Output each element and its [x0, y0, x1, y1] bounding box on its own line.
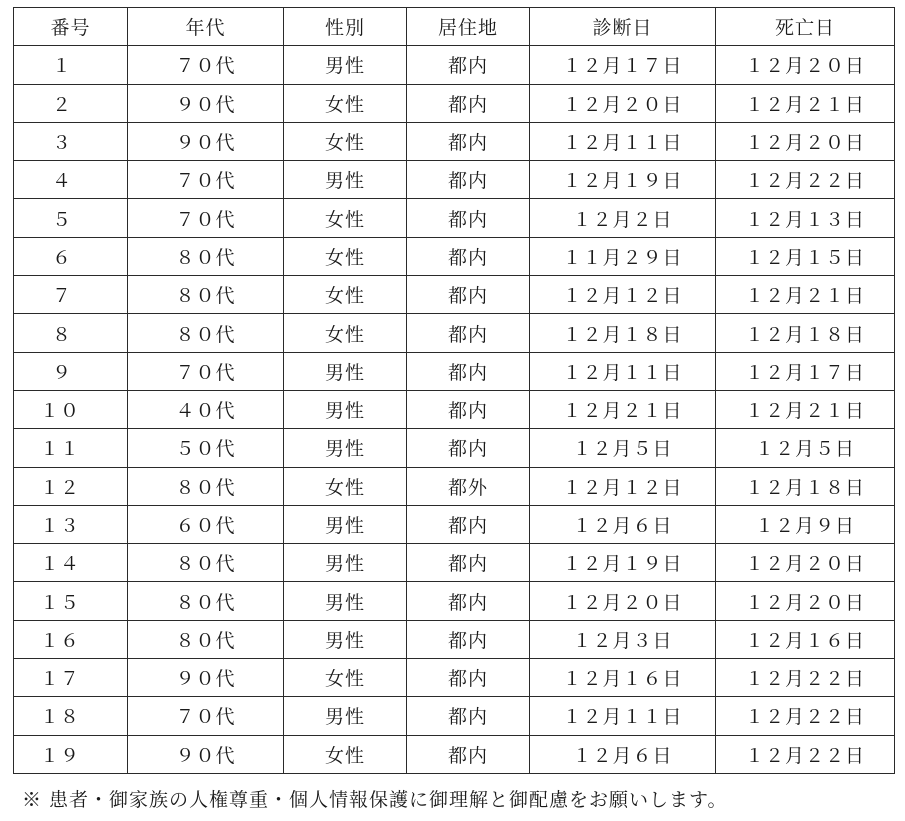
- cell-diagnosis-date: １２月１１日: [530, 352, 716, 390]
- cell-age-group: ８０代: [128, 276, 284, 314]
- cell-death-date: １２月５日: [716, 429, 895, 467]
- cell-death-date: １２月２０日: [716, 122, 895, 160]
- cell-diagnosis-date: １１月２９日: [530, 237, 716, 275]
- cell-sex: 男性: [284, 429, 407, 467]
- cell-number: ３: [14, 122, 128, 160]
- cell-number: １８: [14, 697, 128, 735]
- table-row: [14, 467, 895, 505]
- table-body: [14, 46, 895, 774]
- table-row: [14, 84, 895, 122]
- cell-sex: 女性: [284, 467, 407, 505]
- header-row: [14, 8, 895, 46]
- cell-death-date: １２月２１日: [716, 276, 895, 314]
- cell-diagnosis-date: １２月５日: [530, 429, 716, 467]
- cell-death-date: １２月１３日: [716, 199, 895, 237]
- cell-diagnosis-date: １２月１９日: [530, 544, 716, 582]
- cell-age-group: ９０代: [128, 84, 284, 122]
- cell-death-date: １２月２２日: [716, 659, 895, 697]
- cell-residence: 都内: [407, 735, 530, 773]
- cell-residence: 都内: [407, 276, 530, 314]
- cell-sex: 男性: [284, 390, 407, 428]
- cell-residence: 都内: [407, 199, 530, 237]
- cell-sex: 女性: [284, 735, 407, 773]
- cell-death-date: １２月２２日: [716, 161, 895, 199]
- cell-sex: 女性: [284, 84, 407, 122]
- cell-age-group: ５０代: [128, 429, 284, 467]
- cell-death-date: １２月１６日: [716, 620, 895, 658]
- cell-residence: 都内: [407, 352, 530, 390]
- cell-diagnosis-date: １２月１２日: [530, 276, 716, 314]
- cell-residence: 都内: [407, 505, 530, 543]
- cell-death-date: １２月１７日: [716, 352, 895, 390]
- cell-sex: 男性: [284, 544, 407, 582]
- cell-age-group: ９０代: [128, 659, 284, 697]
- footnote: ※ 患者・御家族の人権尊重・個人情報保護に御理解と御配慮をお願いします。: [22, 789, 728, 811]
- cell-sex: 女性: [284, 659, 407, 697]
- cell-number: １７: [14, 659, 128, 697]
- cell-number: ２: [14, 84, 128, 122]
- cell-age-group: ７０代: [128, 46, 284, 84]
- cell-death-date: １２月２０日: [716, 582, 895, 620]
- cell-death-date: １２月２２日: [716, 735, 895, 773]
- table-row: [14, 505, 895, 543]
- cell-number: １０: [14, 390, 128, 428]
- table-row: [14, 735, 895, 773]
- cell-death-date: １２月１８日: [716, 467, 895, 505]
- cell-age-group: ８０代: [128, 620, 284, 658]
- cell-diagnosis-date: １２月６日: [530, 505, 716, 543]
- cell-residence: 都外: [407, 467, 530, 505]
- cell-age-group: ７０代: [128, 199, 284, 237]
- cell-sex: 女性: [284, 122, 407, 160]
- cell-residence: 都内: [407, 84, 530, 122]
- cell-diagnosis-date: １２月２０日: [530, 84, 716, 122]
- table-row: [14, 429, 895, 467]
- cell-number: １６: [14, 620, 128, 658]
- cell-age-group: ７０代: [128, 161, 284, 199]
- cell-death-date: １２月２０日: [716, 46, 895, 84]
- cell-number: １９: [14, 735, 128, 773]
- cell-death-date: １２月２１日: [716, 84, 895, 122]
- cell-diagnosis-date: １２月１１日: [530, 697, 716, 735]
- cell-sex: 男性: [284, 697, 407, 735]
- cell-number: １２: [14, 467, 128, 505]
- table-row: [14, 46, 895, 84]
- cell-number: ８: [14, 314, 128, 352]
- cell-diagnosis-date: １２月１８日: [530, 314, 716, 352]
- cell-age-group: ４０代: [128, 390, 284, 428]
- cell-residence: 都内: [407, 161, 530, 199]
- table-row: [14, 314, 895, 352]
- table-header: [14, 8, 895, 46]
- cell-residence: 都内: [407, 237, 530, 275]
- table-row: [14, 659, 895, 697]
- cell-age-group: ８０代: [128, 237, 284, 275]
- table-row: [14, 544, 895, 582]
- cell-diagnosis-date: １２月１２日: [530, 467, 716, 505]
- cell-number: １１: [14, 429, 128, 467]
- cell-number: ７: [14, 276, 128, 314]
- table-row: [14, 620, 895, 658]
- table-row: [14, 199, 895, 237]
- cell-residence: 都内: [407, 620, 530, 658]
- cell-residence: 都内: [407, 659, 530, 697]
- cell-death-date: １２月２１日: [716, 390, 895, 428]
- cell-diagnosis-date: １２月１７日: [530, 46, 716, 84]
- cell-sex: 女性: [284, 314, 407, 352]
- cell-residence: 都内: [407, 582, 530, 620]
- cell-diagnosis-date: １２月１６日: [530, 659, 716, 697]
- cell-number: １５: [14, 582, 128, 620]
- table-row: [14, 237, 895, 275]
- cell-diagnosis-date: １２月１９日: [530, 161, 716, 199]
- cell-diagnosis-date: １２月２日: [530, 199, 716, 237]
- cell-diagnosis-date: １２月６日: [530, 735, 716, 773]
- cell-residence: 都内: [407, 390, 530, 428]
- cases-table: [13, 7, 895, 774]
- table-row: [14, 352, 895, 390]
- cell-sex: 女性: [284, 276, 407, 314]
- table-row: [14, 390, 895, 428]
- header-number: 番号: [14, 8, 128, 46]
- cell-sex: 男性: [284, 620, 407, 658]
- header-diagnosis-date: 診断日: [530, 8, 716, 46]
- cell-sex: 男性: [284, 161, 407, 199]
- cell-residence: 都内: [407, 429, 530, 467]
- cell-age-group: ７０代: [128, 697, 284, 735]
- cell-death-date: １２月９日: [716, 505, 895, 543]
- cell-age-group: ８０代: [128, 582, 284, 620]
- cell-age-group: ６０代: [128, 505, 284, 543]
- table-row: [14, 697, 895, 735]
- cell-residence: 都内: [407, 544, 530, 582]
- cell-diagnosis-date: １２月２０日: [530, 582, 716, 620]
- cell-sex: 女性: [284, 237, 407, 275]
- cell-death-date: １２月１５日: [716, 237, 895, 275]
- cell-death-date: １２月２２日: [716, 697, 895, 735]
- table-row: [14, 582, 895, 620]
- cell-diagnosis-date: １２月１１日: [530, 122, 716, 160]
- table-row: [14, 122, 895, 160]
- cell-age-group: ９０代: [128, 122, 284, 160]
- header-death-date: 死亡日: [716, 8, 895, 46]
- cell-residence: 都内: [407, 122, 530, 160]
- cell-age-group: ８０代: [128, 544, 284, 582]
- cell-sex: 男性: [284, 505, 407, 543]
- header-sex: 性別: [284, 8, 407, 46]
- cell-number: １: [14, 46, 128, 84]
- cell-number: ４: [14, 161, 128, 199]
- cell-age-group: ８０代: [128, 467, 284, 505]
- cell-age-group: ９０代: [128, 735, 284, 773]
- cell-diagnosis-date: １２月３日: [530, 620, 716, 658]
- cell-death-date: １２月２０日: [716, 544, 895, 582]
- table-row: [14, 161, 895, 199]
- cell-number: ５: [14, 199, 128, 237]
- cell-sex: 女性: [284, 199, 407, 237]
- cell-residence: 都内: [407, 46, 530, 84]
- header-age-group: 年代: [128, 8, 284, 46]
- cell-number: １３: [14, 505, 128, 543]
- cell-number: １４: [14, 544, 128, 582]
- cell-sex: 男性: [284, 46, 407, 84]
- cell-death-date: １２月１８日: [716, 314, 895, 352]
- cell-number: ９: [14, 352, 128, 390]
- cell-sex: 男性: [284, 352, 407, 390]
- cell-age-group: ８０代: [128, 314, 284, 352]
- cell-number: ６: [14, 237, 128, 275]
- cell-residence: 都内: [407, 314, 530, 352]
- cell-sex: 男性: [284, 582, 407, 620]
- table-row: [14, 276, 895, 314]
- cell-diagnosis-date: １２月２１日: [530, 390, 716, 428]
- header-residence: 居住地: [407, 8, 530, 46]
- cell-age-group: ７０代: [128, 352, 284, 390]
- cell-residence: 都内: [407, 697, 530, 735]
